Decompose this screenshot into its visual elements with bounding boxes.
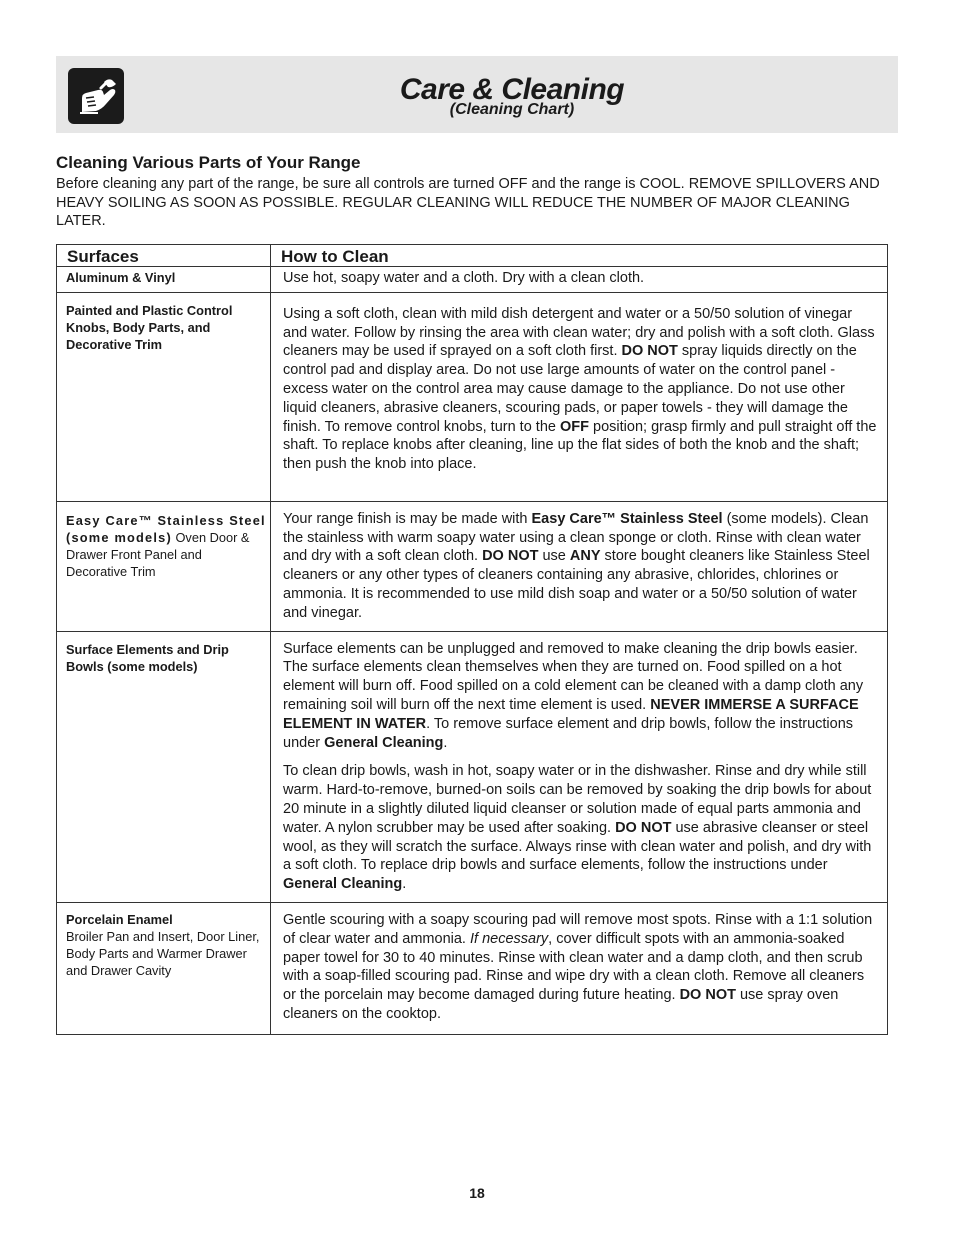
- section-heading: Cleaning Various Parts of Your Range: [56, 153, 361, 172]
- how-to-clean-cell: [271, 902, 888, 1034]
- cleaning-instruction: Surface elements can be unplugged and removed to make cleaning the drip bowls easier. The surface elements clean themselves when they are turned on. Food spilled on a hot element will burn off. Food spilled on a cold element can be cleaned with a damp cloth any remaining soil will burn off the next time element is used. NEVER IMMERSE A SURFACE ELEMENT IN WATER. To remove surface element and drip bowls, follow the instructions under General Cleaning.: [283, 640, 864, 751]
- cleaning-instruction: Using a soft cloth, clean with mild dish detergent and water or a 50/50 solution of vinegar and water. Follow by rinsing the area with clean water; dry and polish with a soft cloth. Glass cleaners may be used if sprayed on a soft cloth first. DO NOT spray liquids directly on the control pad and display area. Do not use large amounts of water on the control panel - excess water on the control area may cause damage to the appliance. Do not use other liquid cleaners, abrasive cleaners, scouring pads, or paper towels - they will damage the finish. To remove control knobs, turn to the OFF position; grasp firmly and pull straight off the shaft. To replace knobs after cleaning, line up the flat sides of both the knob and the shaft; then push the knob into place.: [283, 305, 877, 473]
- cleaning-instruction: To clean drip bowls, wash in hot, soapy water or in the dishwasher. Rinse and dry while still warm. Hard-to-remove, burned-on soils can be removed by soaking the drip bowls for about 20 minute in a slightly diluted liquid cleanser or solution made of equal parts ammonia and water. A nylon scrubber may be used after soaking. DO NOT use abrasive cleanser or steel wool, as they will scratch the surface. Always rinse with clean water and polish, and dry with a soft cloth. To replace drip bowls and surface elements, follow the instructions under General Cleaning.: [283, 763, 872, 893]
- cleaning-instruction: Your range finish is may be made with Easy Care™ Stainless Steel (some models). Clean the stainless with warm soapy water using a clean sponge or cloth. Rinse with clean water and dry with a soft clean cloth. DO NOT use ANY store bought cleaners like Stainless Steel cleaners or any other types of cleaners containing any abrasive, chlorides, chlorines or ammonia. It is recommended to use mild dish soap and water or a 50/50 solution of water and vinegar.: [283, 510, 870, 621]
- section-intro: Before cleaning any part of the range, be sure all controls are turned OFF and the range is COOL. REMOVE SPILLOVERS AND HEAVY SOILING AS SOON AS POSSIBLE. REGULAR CLEANING WILL REDUCE THE NUMBER OF MAJOR CLEANING LATER.: [56, 176, 880, 229]
- cleaning-chart-table: [56, 244, 888, 1035]
- how-to-clean-cell: [271, 267, 888, 293]
- page-subtitle: (Cleaning Chart): [449, 101, 575, 118]
- cleaning-instruction: Gentle scouring with a soapy scouring pad will remove most spots. Rinse with a 1:1 solution of clear water and ammonia. If necessary, cover difficult spots with an ammonia-soaked paper towel for 30 to 40 minutes. Rinse with clean water and a damp cloth, and then scrub with a soap-filled scouring pad. Rinse and wipe dry with a clean cloth. Remove all cleaners or the porcelain may become damaged during future heating. DO NOT use spray oven cleaners on the cooktop.: [283, 911, 873, 1022]
- table-row: [57, 267, 888, 293]
- table-row: [57, 631, 888, 902]
- how-to-clean-cell: [271, 631, 888, 902]
- surface-name: Painted and Plastic Control Knobs, Body Parts, and Decorative Trim: [66, 302, 233, 352]
- column-header-surfaces: Surfaces: [57, 245, 271, 267]
- surface-detail: Oven Door & Drawer Front Panel and Decorative Trim: [66, 529, 250, 579]
- page-title: Care & Cleaning: [399, 73, 625, 106]
- table-header-row: [57, 245, 888, 267]
- page-header: [56, 56, 898, 133]
- surface-cell: [57, 631, 271, 902]
- how-to-clean-cell: [271, 501, 888, 631]
- surface-cell: [57, 902, 271, 1034]
- page-number: 18: [469, 1185, 485, 1201]
- table-row: [57, 292, 888, 501]
- surface-name: Easy Care™ Stainless Steel (some models): [66, 512, 266, 545]
- surface-name: Aluminum & Vinyl: [66, 270, 176, 285]
- table-row: [57, 501, 888, 631]
- table-row: [57, 902, 888, 1034]
- surface-name: Porcelain Enamel: [66, 911, 173, 927]
- surface-cell: [57, 267, 271, 293]
- surface-cell: [57, 292, 271, 501]
- how-to-clean-cell: [271, 292, 888, 501]
- surface-detail: Broiler Pan and Insert, Door Liner, Body Parts and Warmer Drawer and Drawer Cavity: [66, 928, 260, 978]
- surface-name: Surface Elements and Drip Bowls (some models): [66, 641, 229, 674]
- column-header-how-to-clean: How to Clean: [271, 245, 888, 267]
- cleaning-instruction: Use hot, soapy water and a cloth. Dry with a clean cloth.: [283, 270, 645, 286]
- surface-cell: [57, 501, 271, 631]
